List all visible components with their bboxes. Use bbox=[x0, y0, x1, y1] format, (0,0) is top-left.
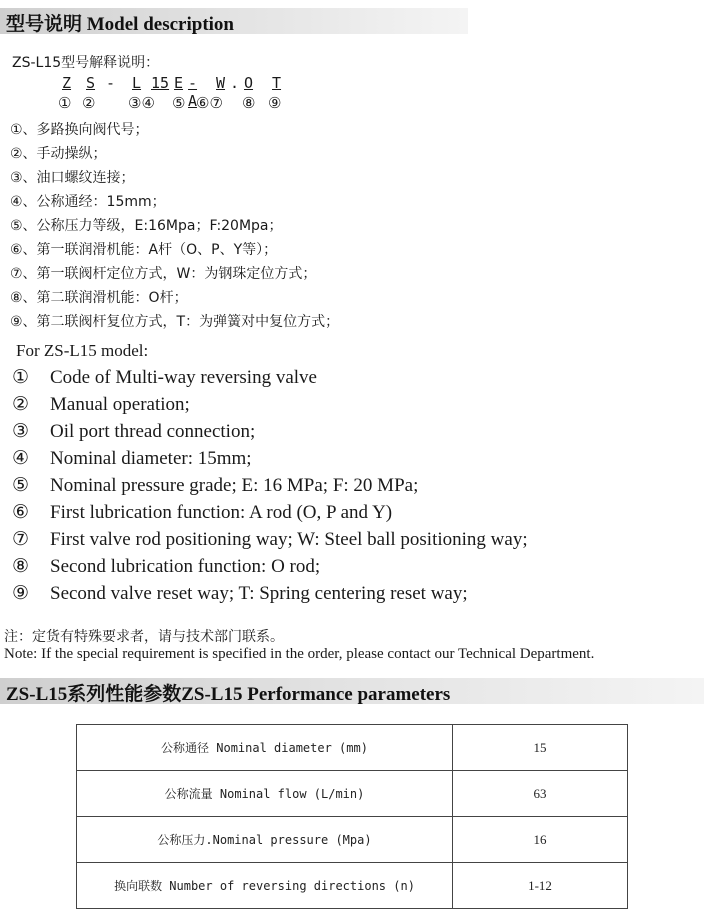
table-row bbox=[77, 725, 628, 771]
model-intro: ZS-L15型号解释说明： bbox=[12, 55, 160, 71]
code-letter: Z bbox=[62, 74, 72, 92]
param-label: 换向联数 Number of reversing directions (n) bbox=[77, 863, 453, 909]
cn-item: ⑦、第一联阀杆定位方式，W：为钢珠定位方式； bbox=[10, 266, 317, 282]
item-number: ④ bbox=[12, 448, 30, 469]
cn-item: ④、公称通经：15mm； bbox=[10, 194, 166, 210]
section-title: 型号说明 Model description bbox=[6, 14, 234, 35]
cn-item: ①、多路换向阀代号； bbox=[10, 122, 149, 138]
en-intro: For ZS-L15 model: bbox=[16, 341, 149, 360]
item-text: First lubrication function: A rod (O, P and Y) bbox=[50, 502, 393, 523]
code-letter: S bbox=[86, 74, 96, 92]
cn-item: ⑥、第一联润滑机能：A杆（O、P、Y等）； bbox=[10, 242, 278, 258]
param-value: 15 bbox=[453, 725, 628, 771]
section-title: ZS-L15系列性能参数ZS-L15 Performance parameters bbox=[6, 684, 451, 705]
item-text: Manual operation; bbox=[50, 394, 190, 415]
item-number: ⑦ bbox=[12, 529, 30, 550]
code-letter: E bbox=[174, 74, 184, 92]
cn-item: ⑧、第二联润滑机能：O杆； bbox=[10, 290, 188, 306]
code-letter: T bbox=[272, 74, 282, 92]
item-text: Second lubrication function: O rod; bbox=[50, 556, 321, 577]
item-text: Second valve reset way; T: Spring centering reset way; bbox=[50, 583, 468, 604]
en-item bbox=[12, 447, 252, 470]
code-letter: . bbox=[230, 74, 240, 92]
cn-item: ③、油口螺纹连接； bbox=[10, 170, 135, 186]
code-letter: W bbox=[216, 74, 226, 92]
code-letter: L bbox=[132, 74, 142, 92]
section-header-model-description bbox=[0, 8, 468, 34]
code-number: ② bbox=[82, 94, 96, 112]
param-label: 公称通径 Nominal diameter (mm) bbox=[77, 725, 453, 771]
item-number: ② bbox=[12, 394, 30, 415]
cn-item: ②、手动操纵； bbox=[10, 146, 107, 162]
item-number: ③ bbox=[12, 421, 30, 442]
table-row bbox=[77, 771, 628, 817]
param-label: 公称压力.Nominal pressure (Mpa) bbox=[77, 817, 453, 863]
code-number: ⑧ bbox=[242, 94, 256, 112]
en-item bbox=[12, 474, 418, 497]
code-letter: -A bbox=[188, 74, 198, 110]
item-number: ⑨ bbox=[12, 583, 30, 604]
item-text: Code of Multi-way reversing valve bbox=[50, 367, 317, 388]
param-value: 16 bbox=[453, 817, 628, 863]
item-text: Nominal pressure grade; E: 16 MPa; F: 20 MPa; bbox=[50, 475, 419, 496]
note-en: Note: If the special requirement is specified in the order, please contact our Technical Department. bbox=[4, 646, 595, 662]
performance-table bbox=[76, 724, 628, 909]
en-item bbox=[12, 528, 528, 551]
item-number: ⑥ bbox=[12, 502, 30, 523]
code-number: ⑥⑦ bbox=[196, 94, 223, 112]
item-text: First valve rod positioning way; W: Steel ball positioning way; bbox=[50, 529, 528, 550]
section-header-performance bbox=[0, 678, 704, 704]
cn-item: ⑤、公称压力等级，E:16Mpa；F:20Mpa； bbox=[10, 218, 283, 234]
table-row bbox=[77, 863, 628, 909]
en-item bbox=[12, 582, 468, 605]
code-letter: 15 bbox=[151, 74, 170, 92]
en-item bbox=[12, 501, 392, 524]
en-item bbox=[12, 366, 317, 389]
item-text: Nominal diameter: 15mm; bbox=[50, 448, 252, 469]
en-item bbox=[12, 555, 320, 578]
code-number: ③④ bbox=[128, 94, 155, 112]
item-number: ⑧ bbox=[12, 556, 30, 577]
item-number: ① bbox=[12, 367, 30, 388]
item-number: ⑤ bbox=[12, 475, 30, 496]
code-number: ⑨ bbox=[268, 94, 282, 112]
en-item bbox=[12, 393, 190, 416]
en-item bbox=[12, 420, 255, 443]
code-number: ① bbox=[58, 94, 72, 112]
item-text: Oil port thread connection; bbox=[50, 421, 256, 442]
param-label: 公称流量 Nominal flow (L/min) bbox=[77, 771, 453, 817]
cn-item: ⑨、第二联阀杆复位方式，T：为弹簧对中复位方式； bbox=[10, 314, 340, 330]
note-cn: 注：定货有特殊要求者，请与技术部门联系。 bbox=[4, 629, 284, 645]
param-value: 63 bbox=[453, 771, 628, 817]
code-letter: O bbox=[244, 74, 254, 92]
param-value: 1-12 bbox=[453, 863, 628, 909]
table-row bbox=[77, 817, 628, 863]
code-number: ⑤ bbox=[172, 94, 186, 112]
code-letter: - bbox=[106, 74, 116, 92]
